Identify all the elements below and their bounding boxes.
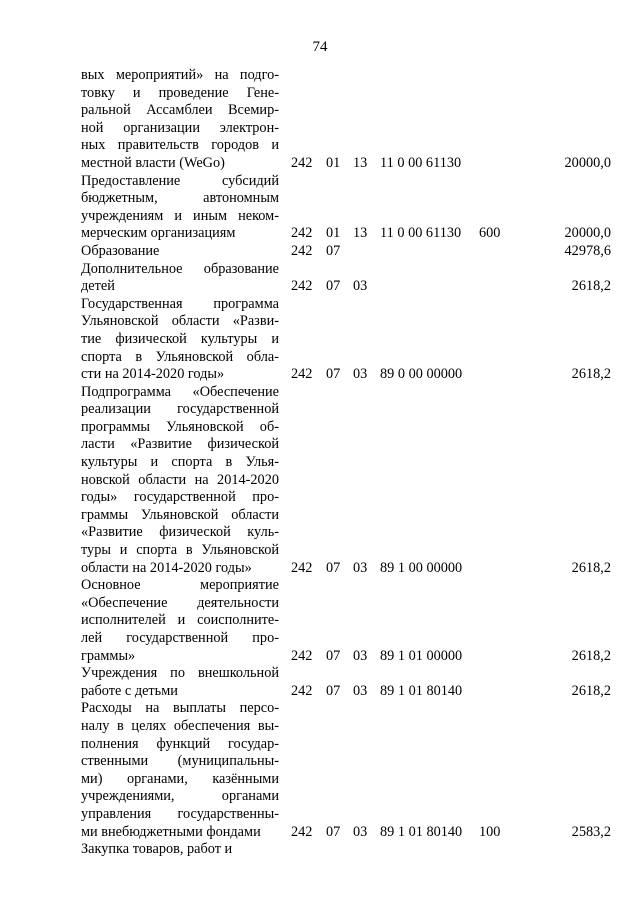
amount: 42978,6 — [564, 242, 611, 259]
table-row — [81, 243, 621, 261]
amount: 2618,2 — [571, 682, 611, 699]
description-line: учреждениям и иным неком- — [81, 207, 279, 224]
grbs-code: 242 — [291, 682, 313, 699]
amount: 2618,2 — [571, 559, 611, 576]
description-line: исполнителей и соисполните- — [81, 612, 279, 629]
row-description — [81, 700, 279, 841]
description-line: Закупка товаров, работ и — [81, 841, 233, 858]
amount: 20000,0 — [564, 225, 611, 242]
grbs-code: 242 — [291, 366, 313, 383]
table-row — [81, 841, 621, 859]
grbs-code: 242 — [291, 278, 313, 295]
table-row — [81, 173, 621, 243]
section-code: 07 — [326, 366, 341, 383]
amount: 2618,2 — [571, 647, 611, 664]
row-description — [81, 384, 279, 578]
description-line: граммы Ульяновской области — [81, 506, 279, 523]
subsection-code: 03 — [353, 278, 368, 295]
target-article-code: 89 1 00 00000 — [380, 559, 463, 576]
subsection-code: 03 — [353, 823, 368, 840]
section-code: 07 — [326, 823, 341, 840]
description-line: ласти «Развитие физической — [81, 436, 279, 453]
description-line: ми) органами, казёнными — [81, 770, 279, 787]
description-line: мерческим организациям — [81, 225, 236, 242]
amount: 20000,0 — [564, 154, 611, 171]
description-line: детей — [81, 278, 115, 295]
description-line: товку и проведение Гене- — [81, 84, 279, 101]
section-code: 07 — [326, 278, 341, 295]
description-line: Предоставление субсидий — [81, 172, 279, 189]
description-line: учреждениями, органами — [81, 788, 279, 805]
table-row — [81, 296, 621, 384]
grbs-code: 242 — [291, 225, 313, 242]
description-line: спорта в Ульяновской обла- — [81, 348, 279, 365]
section-code: 07 — [326, 647, 341, 664]
description-line: сти на 2014-2020 годы» — [81, 366, 225, 383]
table-row — [81, 665, 621, 700]
description-line: Государственная программа — [81, 295, 279, 312]
description-line: области на 2014-2020 годы» — [81, 559, 252, 576]
description-line: налу в целях обеспечения вы- — [81, 717, 279, 734]
row-description — [81, 67, 279, 173]
description-line: ных правительств городов и — [81, 137, 279, 154]
description-line: новской области на 2014-2020 — [81, 471, 279, 488]
section-code: 07 — [326, 242, 341, 259]
description-line: туры и спорта в Ульяновской — [81, 542, 279, 559]
target-article-code: 11 0 00 61130 — [380, 225, 462, 242]
row-description — [81, 665, 279, 700]
grbs-code: 242 — [291, 647, 313, 664]
description-line: «Развитие физической куль- — [81, 524, 279, 541]
grbs-code: 242 — [291, 242, 313, 259]
expense-type-code: 600 — [479, 225, 501, 242]
grbs-code: 242 — [291, 823, 313, 840]
row-description — [81, 243, 279, 261]
description-line: работе с детьми — [81, 682, 178, 699]
target-article-code: 89 0 00 00000 — [380, 366, 463, 383]
description-line: Расходы на выплаты персо- — [81, 700, 279, 717]
subsection-code: 03 — [353, 559, 368, 576]
table-row — [81, 577, 621, 665]
section-code: 07 — [326, 682, 341, 699]
description-line: Подпрограмма «Обеспечение — [81, 383, 279, 400]
description-line: Учреждения по внешкольной — [81, 665, 279, 682]
description-line: управления государственны- — [81, 805, 279, 822]
expense-type-code: 100 — [479, 823, 501, 840]
description-line: годы» государственной про- — [81, 489, 279, 506]
description-line: ственными (муниципальны- — [81, 753, 279, 770]
grbs-code: 242 — [291, 154, 313, 171]
subsection-code: 13 — [353, 225, 368, 242]
description-line: программы Ульяновской об- — [81, 418, 279, 435]
description-line: граммы» — [81, 647, 136, 664]
subsection-code: 03 — [353, 682, 368, 699]
row-description — [81, 261, 279, 296]
section-code: 07 — [326, 559, 341, 576]
table-row — [81, 261, 621, 296]
description-line: ми внебюджетными фондами — [81, 823, 261, 840]
description-line: лей государственной про- — [81, 630, 279, 646]
section-code: 01 — [326, 225, 341, 242]
description-line: Ульяновской области «Разви- — [81, 313, 279, 330]
description-line: вых мероприятий» на подго- — [81, 67, 279, 83]
subsection-code: 03 — [353, 647, 368, 664]
section-code: 01 — [326, 154, 341, 171]
description-line: «Обеспечение деятельности — [81, 594, 279, 611]
description-line: Дополнительное образование — [81, 260, 279, 277]
row-description — [81, 296, 279, 384]
table-row — [81, 67, 621, 173]
description-line: бюджетным, автономным — [81, 190, 279, 207]
subsection-code: 03 — [353, 366, 368, 383]
subsection-code: 13 — [353, 154, 368, 171]
row-description — [81, 577, 279, 665]
table-row — [81, 384, 621, 578]
row-description — [81, 841, 279, 859]
description-line: культуры и спорта в Улья- — [81, 454, 279, 471]
description-line: Основное мероприятие — [81, 577, 279, 594]
target-article-code: 89 1 01 00000 — [380, 647, 463, 664]
description-line: реализации государственной — [81, 401, 279, 418]
page-number: 74 — [312, 39, 328, 55]
target-article-code: 89 1 01 80140 — [380, 823, 463, 840]
row-description — [81, 173, 279, 243]
target-article-code: 89 1 01 80140 — [380, 682, 463, 699]
target-article-code: 11 0 00 61130 — [380, 154, 462, 171]
amount: 2618,2 — [571, 366, 611, 383]
table-row — [81, 700, 621, 841]
amount: 2583,2 — [571, 823, 611, 840]
description-line: местной власти (WeGo) — [81, 154, 225, 171]
description-line: полнения функций государ- — [81, 735, 279, 752]
budget-table — [81, 67, 621, 859]
description-line: ральной Ассамблеи Всемир- — [81, 102, 279, 119]
amount: 2618,2 — [571, 278, 611, 295]
grbs-code: 242 — [291, 559, 313, 576]
description-line: тие физической культуры и — [81, 330, 279, 347]
description-line: ной организации электрон- — [81, 119, 279, 136]
description-line: Образование — [81, 242, 160, 259]
